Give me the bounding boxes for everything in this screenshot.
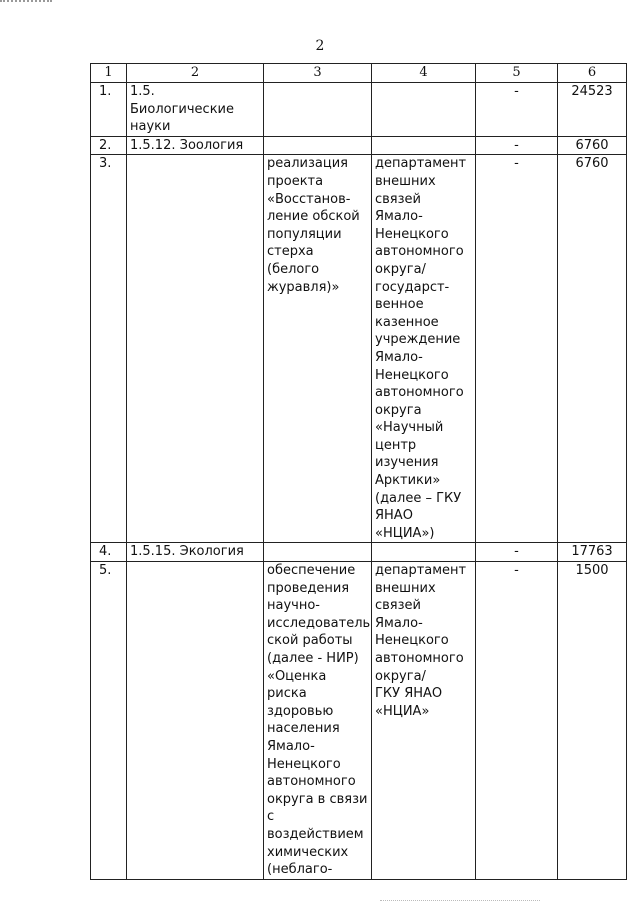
row-number: 1. xyxy=(91,83,127,137)
row-col5: - xyxy=(476,543,558,562)
table-header-row xyxy=(91,64,627,83)
budget-table xyxy=(90,63,627,880)
header-cell: 5 xyxy=(476,64,558,83)
row-executor: департамент внешних связей Ямало- Ненецкого автономного округа/ государст- венное казенное учреждение Ямало- Ненецкого автономного округа «Научный центр изучения Арктики» (далее – ГКУ ЯНАО «НЦИА») xyxy=(372,155,476,543)
row-number: 2. xyxy=(91,136,127,155)
row-activity xyxy=(264,83,372,137)
table-row xyxy=(91,543,627,562)
row-name: 1.5.15. Экология xyxy=(127,543,264,562)
header-cell: 1 xyxy=(91,64,127,83)
row-name: 1.5. Биологические науки xyxy=(127,83,264,137)
row-amount: 17763 xyxy=(558,543,627,562)
row-amount: 6760 xyxy=(558,155,627,543)
row-activity xyxy=(264,543,372,562)
row-name xyxy=(127,155,264,543)
row-activity: реализация проекта «Восстанов- ление обской популяции стерха (белого журавля)» xyxy=(264,155,372,543)
row-number: 4. xyxy=(91,543,127,562)
scan-corner-mark xyxy=(0,0,52,8)
row-name xyxy=(127,562,264,880)
header-cell: 2 xyxy=(127,64,264,83)
row-col5: - xyxy=(476,83,558,137)
row-name: 1.5.12. Зоология xyxy=(127,136,264,155)
row-executor: департамент внешних связей Ямало- Ненецкого автономного округа/ ГКУ ЯНАО «НЦИА» xyxy=(372,562,476,880)
row-amount: 24523 xyxy=(558,83,627,137)
row-executor xyxy=(372,136,476,155)
table-row xyxy=(91,562,627,880)
table-row xyxy=(91,136,627,155)
row-col5: - xyxy=(476,136,558,155)
row-col5: - xyxy=(476,155,558,543)
scan-artifact-line xyxy=(380,900,540,901)
table-row xyxy=(91,83,627,137)
row-number: 5. xyxy=(91,562,127,880)
row-number: 3. xyxy=(91,155,127,543)
row-activity xyxy=(264,136,372,155)
row-amount: 6760 xyxy=(558,136,627,155)
row-activity: обеспечение проведения научно- исследователь ской работы (далее - НИР) «Оценка риска здоровью населения Ямало- Ненецкого автономного округа в связи с воздействием химических (неблаго- xyxy=(264,562,372,880)
header-cell: 4 xyxy=(372,64,476,83)
page-number: 2 xyxy=(315,38,325,54)
header-cell: 3 xyxy=(264,64,372,83)
row-col5: - xyxy=(476,562,558,880)
row-executor xyxy=(372,83,476,137)
row-executor xyxy=(372,543,476,562)
table-row xyxy=(91,155,627,543)
header-cell: 6 xyxy=(558,64,627,83)
row-amount: 1500 xyxy=(558,562,627,880)
